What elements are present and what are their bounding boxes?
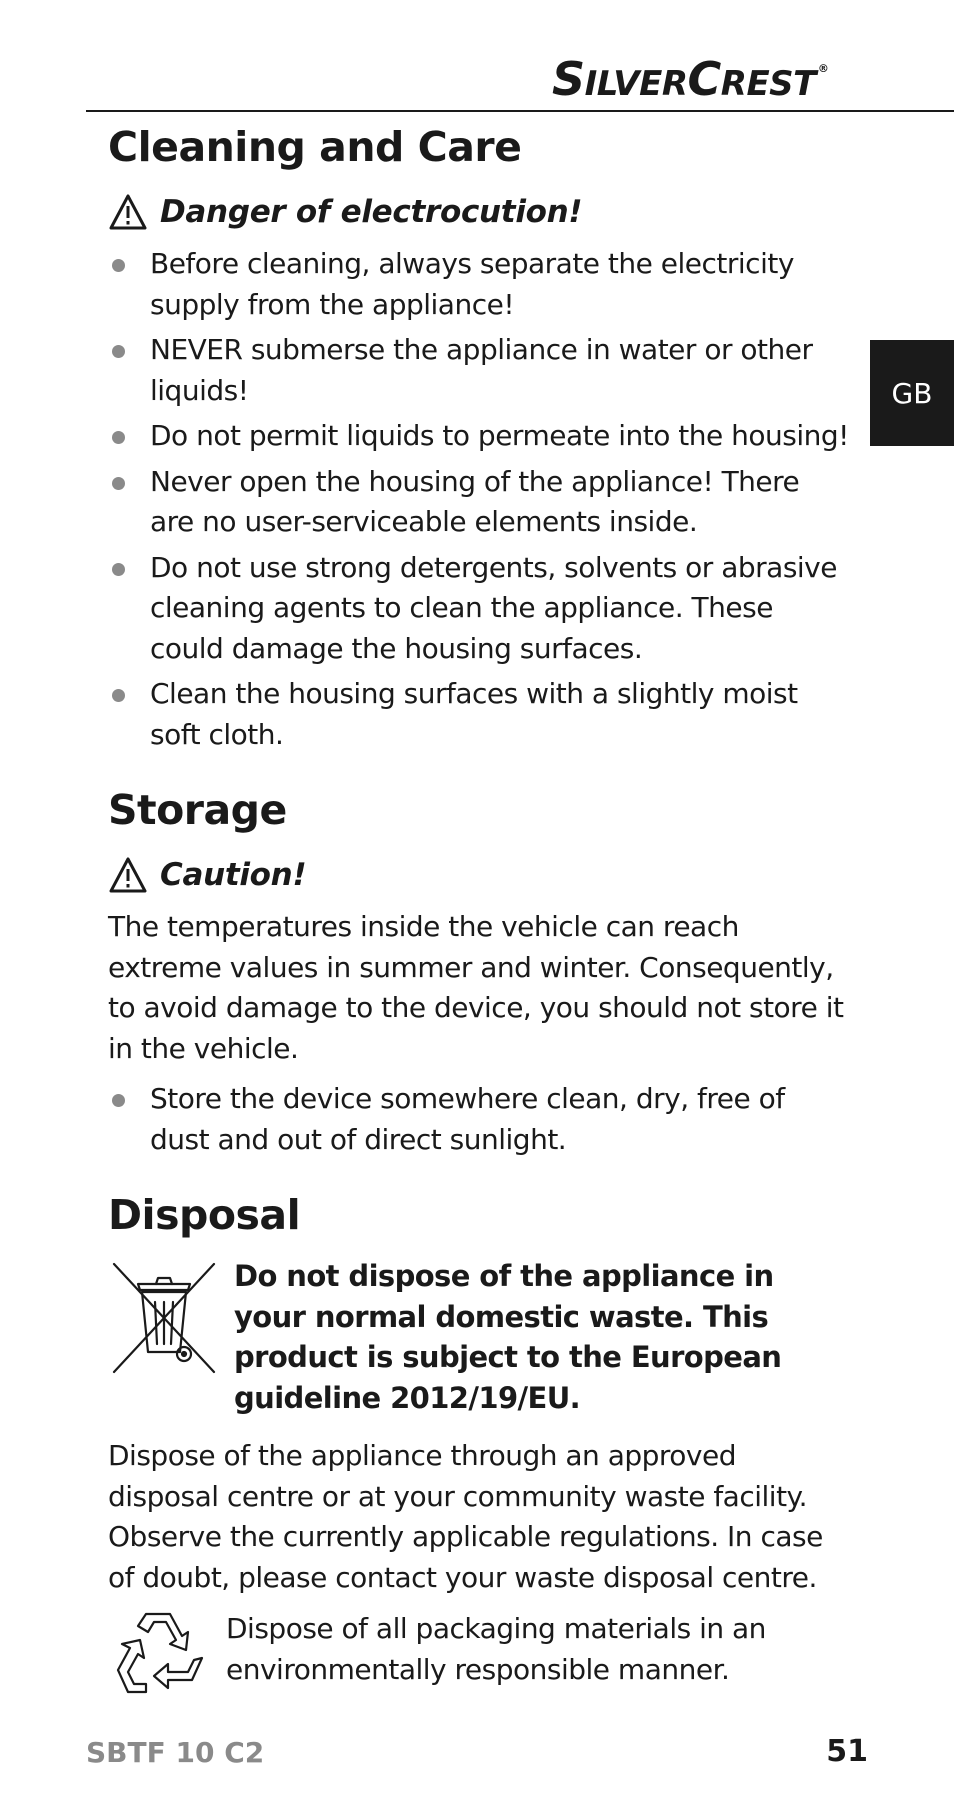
- list-item-text: Store the device somewhere clean, dry, free of dust and out of direct sunlight.: [150, 1082, 785, 1156]
- disposal-notice: [108, 1256, 850, 1418]
- list-item: [108, 244, 850, 325]
- disposal-bold-notice: Do not dispose of the appliance in your normal domestic waste. This product is subject to the European guideline 2012/19/EU.: [234, 1259, 782, 1415]
- cleaning-title: Cleaning and Care: [108, 123, 522, 171]
- disposal-section: [108, 1186, 850, 1702]
- bullet-dot: [112, 345, 125, 358]
- page-number: 51: [826, 1734, 868, 1769]
- bullet-dot: [112, 1094, 125, 1107]
- registered-mark: ®: [817, 62, 829, 75]
- list-item-text: NEVER submerse the appliance in water or other liquids!: [150, 333, 813, 407]
- crossed-out-wheelie-bin-icon: [108, 1258, 220, 1378]
- brand-text-rest: REST: [720, 64, 816, 104]
- list-item-text: Do not use strong detergents, solvents or abrasive cleaning agents to clean the appliance. These could damage the housing surfaces.: [150, 550, 837, 665]
- list-item-text: Clean the housing surfaces with a slightly moist soft cloth.: [150, 677, 798, 751]
- model-number: SBTF 10 C2: [86, 1736, 265, 1769]
- brand-initial-c: C: [687, 52, 721, 106]
- list-item: [108, 548, 850, 670]
- brand-initial-s: S: [552, 52, 585, 106]
- disposal-paragraph: Dispose of the appliance through an approved disposal centre or at your community waste facility. Observe the currently applicable regulations. In case of doubt, please contact your waste disposal centre.: [108, 1439, 823, 1594]
- list-item-text: Never open the housing of the appliance! There are no user-serviceable elements inside.: [150, 464, 800, 538]
- warning-triangle-icon: [108, 856, 148, 894]
- list-item: [108, 674, 850, 755]
- packaging-notice: [108, 1606, 850, 1702]
- header-rule: [86, 110, 954, 112]
- language-tab: [870, 340, 954, 446]
- cleaning-warning-text: Danger of electrocution!: [160, 194, 583, 230]
- page-content: [108, 118, 850, 1702]
- list-item: [108, 1079, 850, 1160]
- storage-warning-text: Caution!: [160, 857, 307, 893]
- brand-logo: [552, 52, 854, 104]
- bullet-dot: [112, 259, 125, 272]
- language-tab-label: GB: [891, 376, 933, 410]
- storage-title: Storage: [108, 786, 287, 834]
- storage-paragraph: The temperatures inside the vehicle can reach extreme values in summer and winter. Consequently, to avoid damage to the device, you should not store it in the vehicle.: [108, 910, 844, 1065]
- storage-warning: [108, 849, 850, 901]
- packaging-text: Dispose of all packaging materials in an environmentally responsible manner.: [226, 1612, 766, 1686]
- bullet-dot: [112, 477, 125, 490]
- bullet-dot: [112, 563, 125, 576]
- storage-section: [108, 781, 850, 1160]
- recycling-arrows-icon: [108, 1606, 212, 1702]
- cleaning-warning: [108, 186, 850, 238]
- disposal-title: Disposal: [108, 1191, 301, 1239]
- list-item: [108, 330, 850, 411]
- list-item: [108, 462, 850, 543]
- cleaning-section: [108, 118, 850, 755]
- list-item-text: Do not permit liquids to permeate into the housing!: [150, 419, 849, 452]
- brand-text-ilver: ILVER: [584, 64, 688, 104]
- storage-bullet-list: [108, 1079, 850, 1160]
- bullet-dot: [112, 431, 125, 444]
- list-item: [108, 416, 850, 457]
- list-item-text: Before cleaning, always separate the electricity supply from the appliance!: [150, 247, 794, 321]
- bullet-dot: [112, 689, 125, 702]
- cleaning-bullet-list: [108, 244, 850, 755]
- warning-triangle-icon: [108, 193, 148, 231]
